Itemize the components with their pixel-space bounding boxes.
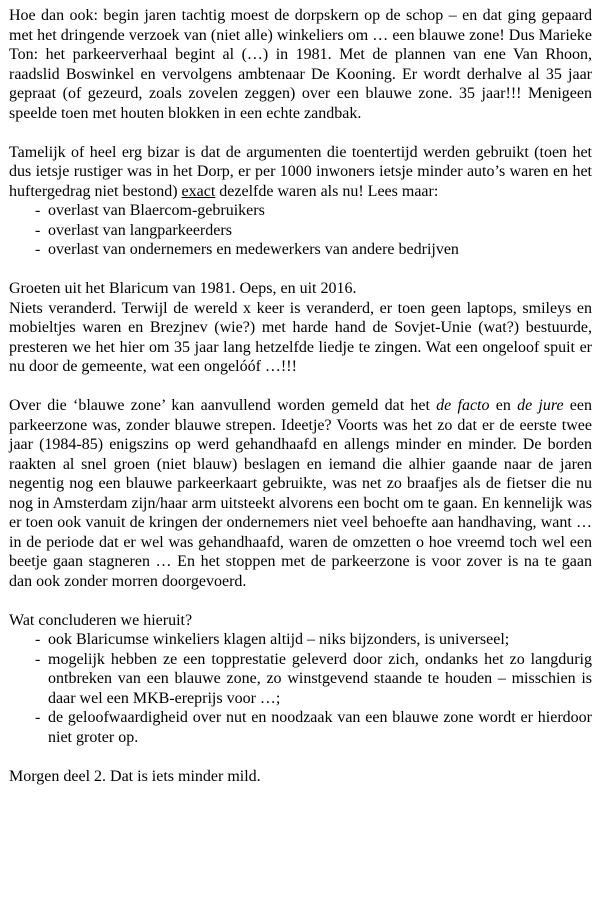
paragraph-greeting [9,279,592,377]
list-item-text: ook Blaricumse winkeliers klagen altijd – niks bijzonders, is universeel; [48,631,510,648]
blank-line [9,377,592,397]
paragraph-intro: Hoe dan ook: begin jaren tachtig moest de dorpskern op de schop – en dat ging gepaard met het dringende verzoek van (niet alle) winkeliers om … een blauwe zone! Dus Marieke Ton: het parkeerverhaal begint al (…) in 1981. Met de plannen van ene Van Rhoon, raadslid Boswinkel en vervolgens ambtenaar De Kooning. Er wordt derhalve al 35 jaar gepraat (of gezeurd, zoals zovelen zeggen) over een blauwe zone. 35 jaar!!! Menigeen speelde toen met houten blokken in een echte zandbak. [9,7,592,122]
bullet-marker: - [35,221,41,239]
italic-de-jure: de jure [517,397,564,414]
paragraph-arguments [9,143,592,202]
list-item [9,201,592,221]
list-item-text: overlast van Blaercom-gebruikers [48,202,265,219]
list-item-text: overlast van ondernemers en medewerkers van andere bedrijven [48,241,459,258]
italic-de-facto: de facto [436,397,490,414]
list-item [9,240,592,260]
bullet-marker: - [35,709,41,726]
paragraph-blue-zone-text: een parkeerzone was, zonder blauwe strepen. Ideetje? Voorts was het zo dat er de eerste twee jaar (1984-85) enigszins op werd gehandhaafd en allengs minder en minder. De borden raakten al snel groen (niet blauw) beslagen en iemand die alhier gaande naar de jaren negentig nog een blauwe parkeerkaart gebruikte, was net zo braafjes als de fietser die nu nog in Amsterdam zijn/haar arm uitsteekt alvorens een bocht om te gaan. En kennelijk was er toen ook vanuit de kringen der ondernemers niet veel behoefte aan handhaving, want … in de periode dat er wel was gehandhaafd, waren de omzetten o hoe vreemd toch wel een beetje gaan stagneren … En het stoppen met de parkeerzone is voor zover is na te gaan dan ook zonder morren doorgevoerd. [9,397,593,590]
list-item [9,708,592,747]
list-item-text: overlast van langparkeerders [48,221,232,239]
paragraph-arguments-text-after: dezelfde waren als nu! Lees maar: [215,182,439,200]
list-item-text: mogelijk hebben ze een topprestatie geleverd door zich, ondanks het zo langdurig ontbreken van een blauwe zone, zo winstgevend staande te houden – misschien is daar wel een MKB-ereprijs voor …; [48,650,592,707]
bullet-marker: - [35,650,41,668]
blank-line [9,747,592,767]
paragraph-greeting-line1: Groeten uit het Blaricum van 1981. Oeps, en uit 2016. [9,280,357,297]
bullet-list-arguments [9,201,592,260]
bullet-marker: - [35,241,41,258]
list-item-text: de geloofwaardigheid over nut en noodzaak van een blauwe zone wordt er hierdoor niet groter op. [48,709,592,746]
paragraph-blue-zone-text: Over die ‘blauwe zone’ kan aanvullend worden gemeld dat het [9,397,437,414]
bullet-marker: - [35,202,41,219]
list-item [9,221,592,241]
paragraph-blue-zone-text: en [489,397,518,414]
underlined-word: exact [181,182,216,200]
bullet-list-conclusions [9,630,592,747]
paragraph-greeting-rest: Niets veranderd. Terwijl de wereld x keer is veranderd, er toen geen laptops, smileys en mobieltjes waren en Brezjnev (wie?) met harde hand de Sovjet-Unie (wat?) bestuurde, presteren we het hier om 35 jaar lang hetzelfde liedje te zingen. Wat een ongeloof spuit er nu door de gemeente, wat een ongelóóf …!!! [9,299,592,375]
blank-line [9,123,592,143]
bullet-marker: - [35,631,41,648]
paragraph-blue-zone [9,396,592,591]
blank-line [9,260,592,280]
list-item [9,650,592,709]
paragraph-arguments-text: Tamelijk of heel erg bizar is dat de argumenten die toentertijd werden gebruikt (toen het dus ietsje rustiger was in het Dorp, er per 1000 inwoners ietsje minder auto’s waren en het huftergedrag niet bestond) [9,143,592,200]
list-item [9,630,592,650]
blank-line [9,591,592,611]
paragraph-closing: Morgen deel 2. Dat is iets minder mild. [9,767,261,785]
paragraph-conclusion-intro: Wat concluderen we hieruit? [9,611,193,629]
